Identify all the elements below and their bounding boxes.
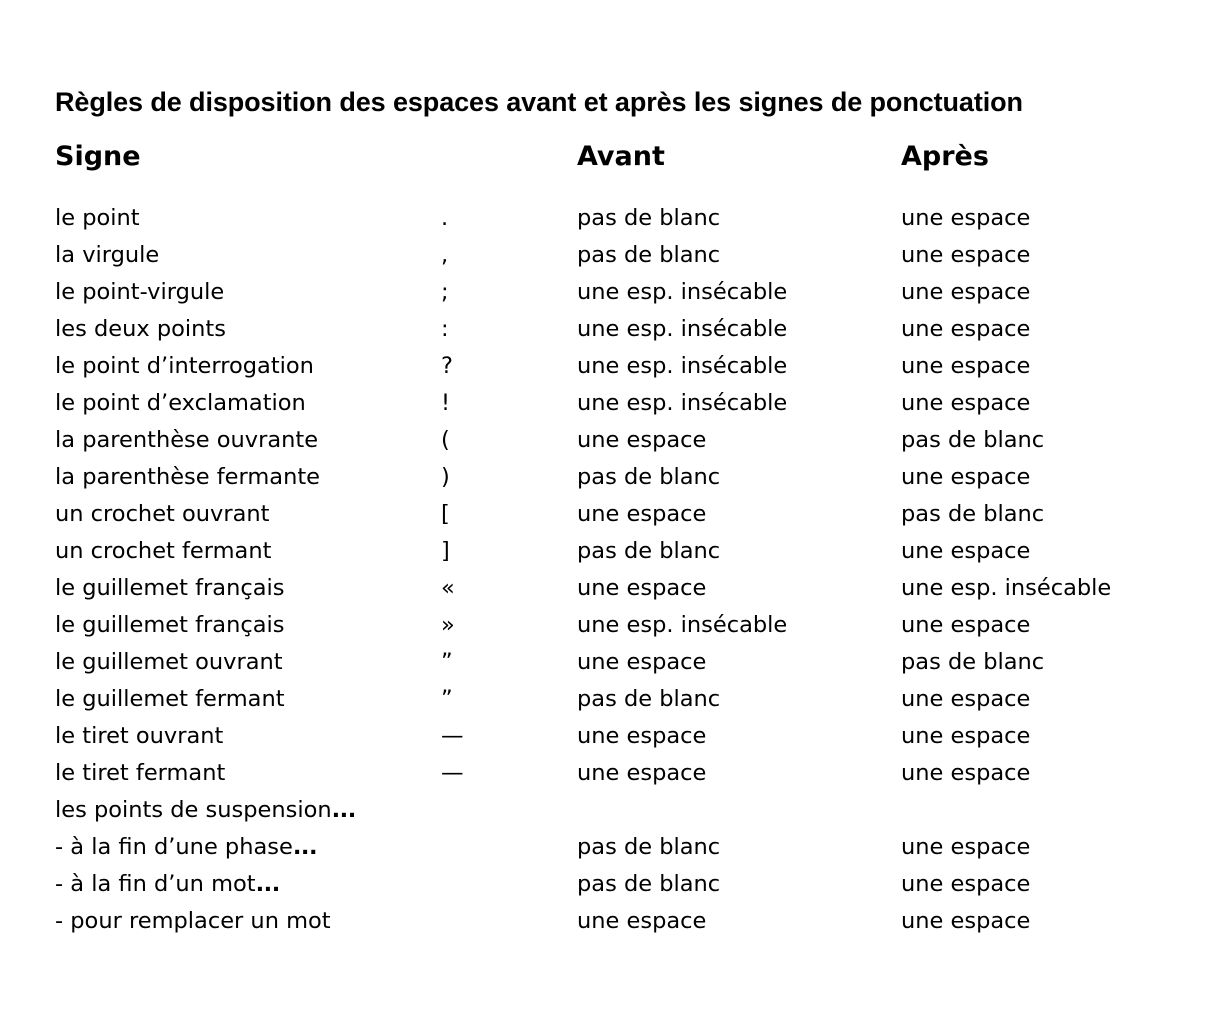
cell-space-after bbox=[885, 792, 1232, 829]
cell-sign-name: la parenthèse ouvrante bbox=[55, 427, 319, 453]
cell-space-before: une esp. insécable bbox=[577, 390, 788, 416]
table-header-row bbox=[0, 140, 1232, 200]
cell-punctuation-glyph: ” bbox=[441, 686, 453, 712]
cell-space-before: une esp. insécable bbox=[577, 612, 788, 638]
cell-space-before: pas de blanc bbox=[577, 871, 721, 897]
cell-space-after: une espace bbox=[901, 353, 1031, 379]
page-title: Règles de disposition des espaces avant et après les signes de ponctuation bbox=[55, 87, 1023, 118]
cell-sign-name: les deux points bbox=[55, 316, 226, 342]
cell-punctuation-glyph: [ bbox=[441, 501, 450, 527]
cell-space-after: une espace bbox=[901, 279, 1031, 305]
cell-punctuation-glyph: » bbox=[441, 612, 455, 638]
cell-space-before: une esp. insécable bbox=[577, 353, 788, 379]
table-row bbox=[0, 903, 1232, 940]
cell-punctuation-glyph: — bbox=[441, 723, 464, 749]
cell-space-after: une espace bbox=[901, 390, 1031, 416]
cell-space-before: une espace bbox=[577, 908, 707, 934]
cell-space-before: pas de blanc bbox=[577, 538, 721, 564]
cell-sign-name: les points de suspension... bbox=[55, 797, 356, 823]
cell-sign-name: le tiret ouvrant bbox=[55, 723, 224, 749]
cell-space-before: une espace bbox=[577, 649, 707, 675]
table-row bbox=[0, 385, 1232, 422]
cell-sign-name: le guillemet français bbox=[55, 612, 285, 638]
cell-punctuation-glyph bbox=[441, 792, 561, 829]
cell-sign-name: le tiret fermant bbox=[55, 760, 226, 786]
cell-sign-name: - à la fin d’une phase... bbox=[55, 834, 317, 860]
cell-sign-name: le point d’exclamation bbox=[55, 390, 306, 416]
column-header-signe: Signe bbox=[55, 141, 141, 172]
column-header-glyph bbox=[441, 140, 561, 200]
cell-space-after: pas de blanc bbox=[901, 501, 1045, 527]
cell-space-after: une espace bbox=[901, 205, 1031, 231]
table-row bbox=[0, 274, 1232, 311]
cell-space-after: une espace bbox=[901, 908, 1031, 934]
cell-sign-name: - pour remplacer un mot bbox=[55, 908, 331, 934]
cell-punctuation-glyph: ! bbox=[441, 390, 451, 416]
table-row bbox=[0, 792, 1232, 829]
table-row bbox=[0, 348, 1232, 385]
table-body bbox=[0, 200, 1232, 940]
cell-space-after: une espace bbox=[901, 871, 1031, 897]
cell-space-before: une espace bbox=[577, 723, 707, 749]
cell-space-after: une espace bbox=[901, 316, 1031, 342]
cell-space-after: pas de blanc bbox=[901, 427, 1045, 453]
ellipsis-suffix: ... bbox=[255, 871, 280, 897]
cell-space-after: une espace bbox=[901, 686, 1031, 712]
cell-punctuation-glyph: ( bbox=[441, 427, 450, 453]
cell-sign-name: un crochet fermant bbox=[55, 538, 272, 564]
table-row bbox=[0, 200, 1232, 237]
table-row bbox=[0, 237, 1232, 274]
cell-sign-name: le point-virgule bbox=[55, 279, 225, 305]
ellipsis-suffix: ... bbox=[331, 797, 356, 823]
cell-space-before: une esp. insécable bbox=[577, 279, 788, 305]
cell-sign-name: le guillemet ouvrant bbox=[55, 649, 283, 675]
table-row bbox=[0, 607, 1232, 644]
table-row bbox=[0, 459, 1232, 496]
cell-space-before: pas de blanc bbox=[577, 686, 721, 712]
cell-sign-name: la virgule bbox=[55, 242, 160, 268]
table-row bbox=[0, 422, 1232, 459]
cell-punctuation-glyph: : bbox=[441, 316, 449, 342]
cell-space-before bbox=[561, 792, 885, 829]
cell-space-after: une espace bbox=[901, 242, 1031, 268]
cell-sign-name: le guillemet français bbox=[55, 575, 285, 601]
table-row bbox=[0, 496, 1232, 533]
cell-punctuation-glyph: ) bbox=[441, 464, 450, 490]
table-row bbox=[0, 866, 1232, 903]
punctuation-spacing-table bbox=[0, 140, 1232, 940]
cell-punctuation-glyph: ; bbox=[441, 279, 449, 305]
cell-sign-name: le point d’interrogation bbox=[55, 353, 314, 379]
table-row bbox=[0, 681, 1232, 718]
cell-punctuation-glyph bbox=[441, 829, 561, 866]
cell-space-before: une espace bbox=[577, 427, 707, 453]
table-row bbox=[0, 718, 1232, 755]
table-row bbox=[0, 311, 1232, 348]
cell-space-after: pas de blanc bbox=[901, 649, 1045, 675]
cell-punctuation-glyph: — bbox=[441, 760, 464, 786]
cell-punctuation-glyph: ? bbox=[441, 353, 453, 379]
table-row bbox=[0, 644, 1232, 681]
column-header-avant: Avant bbox=[577, 141, 665, 172]
cell-punctuation-glyph: ] bbox=[441, 538, 450, 564]
ellipsis-suffix: ... bbox=[292, 834, 317, 860]
cell-punctuation-glyph bbox=[441, 866, 561, 903]
cell-punctuation-glyph bbox=[441, 903, 561, 940]
cell-space-after: une esp. insécable bbox=[901, 575, 1112, 601]
cell-space-before: une espace bbox=[577, 760, 707, 786]
cell-sign-name: un crochet ouvrant bbox=[55, 501, 270, 527]
cell-sign-name: le point bbox=[55, 205, 140, 231]
cell-space-after: une espace bbox=[901, 464, 1031, 490]
cell-space-before: une espace bbox=[577, 501, 707, 527]
cell-space-after: une espace bbox=[901, 612, 1031, 638]
table-row bbox=[0, 755, 1232, 792]
table-row bbox=[0, 570, 1232, 607]
cell-punctuation-glyph: , bbox=[441, 242, 449, 268]
column-header-apres: Après bbox=[901, 141, 989, 172]
cell-space-before: une espace bbox=[577, 575, 707, 601]
cell-space-after: une espace bbox=[901, 723, 1031, 749]
table-header bbox=[0, 140, 1232, 200]
cell-punctuation-glyph: . bbox=[441, 205, 449, 231]
cell-sign-name: le guillemet fermant bbox=[55, 686, 285, 712]
cell-space-before: pas de blanc bbox=[577, 834, 721, 860]
cell-punctuation-glyph: ” bbox=[441, 649, 453, 675]
cell-space-before: pas de blanc bbox=[577, 242, 721, 268]
cell-sign-name: la parenthèse fermante bbox=[55, 464, 321, 490]
cell-space-after: une espace bbox=[901, 834, 1031, 860]
cell-space-after: une espace bbox=[901, 538, 1031, 564]
cell-punctuation-glyph: « bbox=[441, 575, 455, 601]
cell-sign-name: - à la fin d’un mot... bbox=[55, 871, 280, 897]
cell-space-after: une espace bbox=[901, 760, 1031, 786]
cell-space-before: pas de blanc bbox=[577, 205, 721, 231]
cell-space-before: une esp. insécable bbox=[577, 316, 788, 342]
table-row bbox=[0, 829, 1232, 866]
cell-space-before: pas de blanc bbox=[577, 464, 721, 490]
table-row bbox=[0, 533, 1232, 570]
